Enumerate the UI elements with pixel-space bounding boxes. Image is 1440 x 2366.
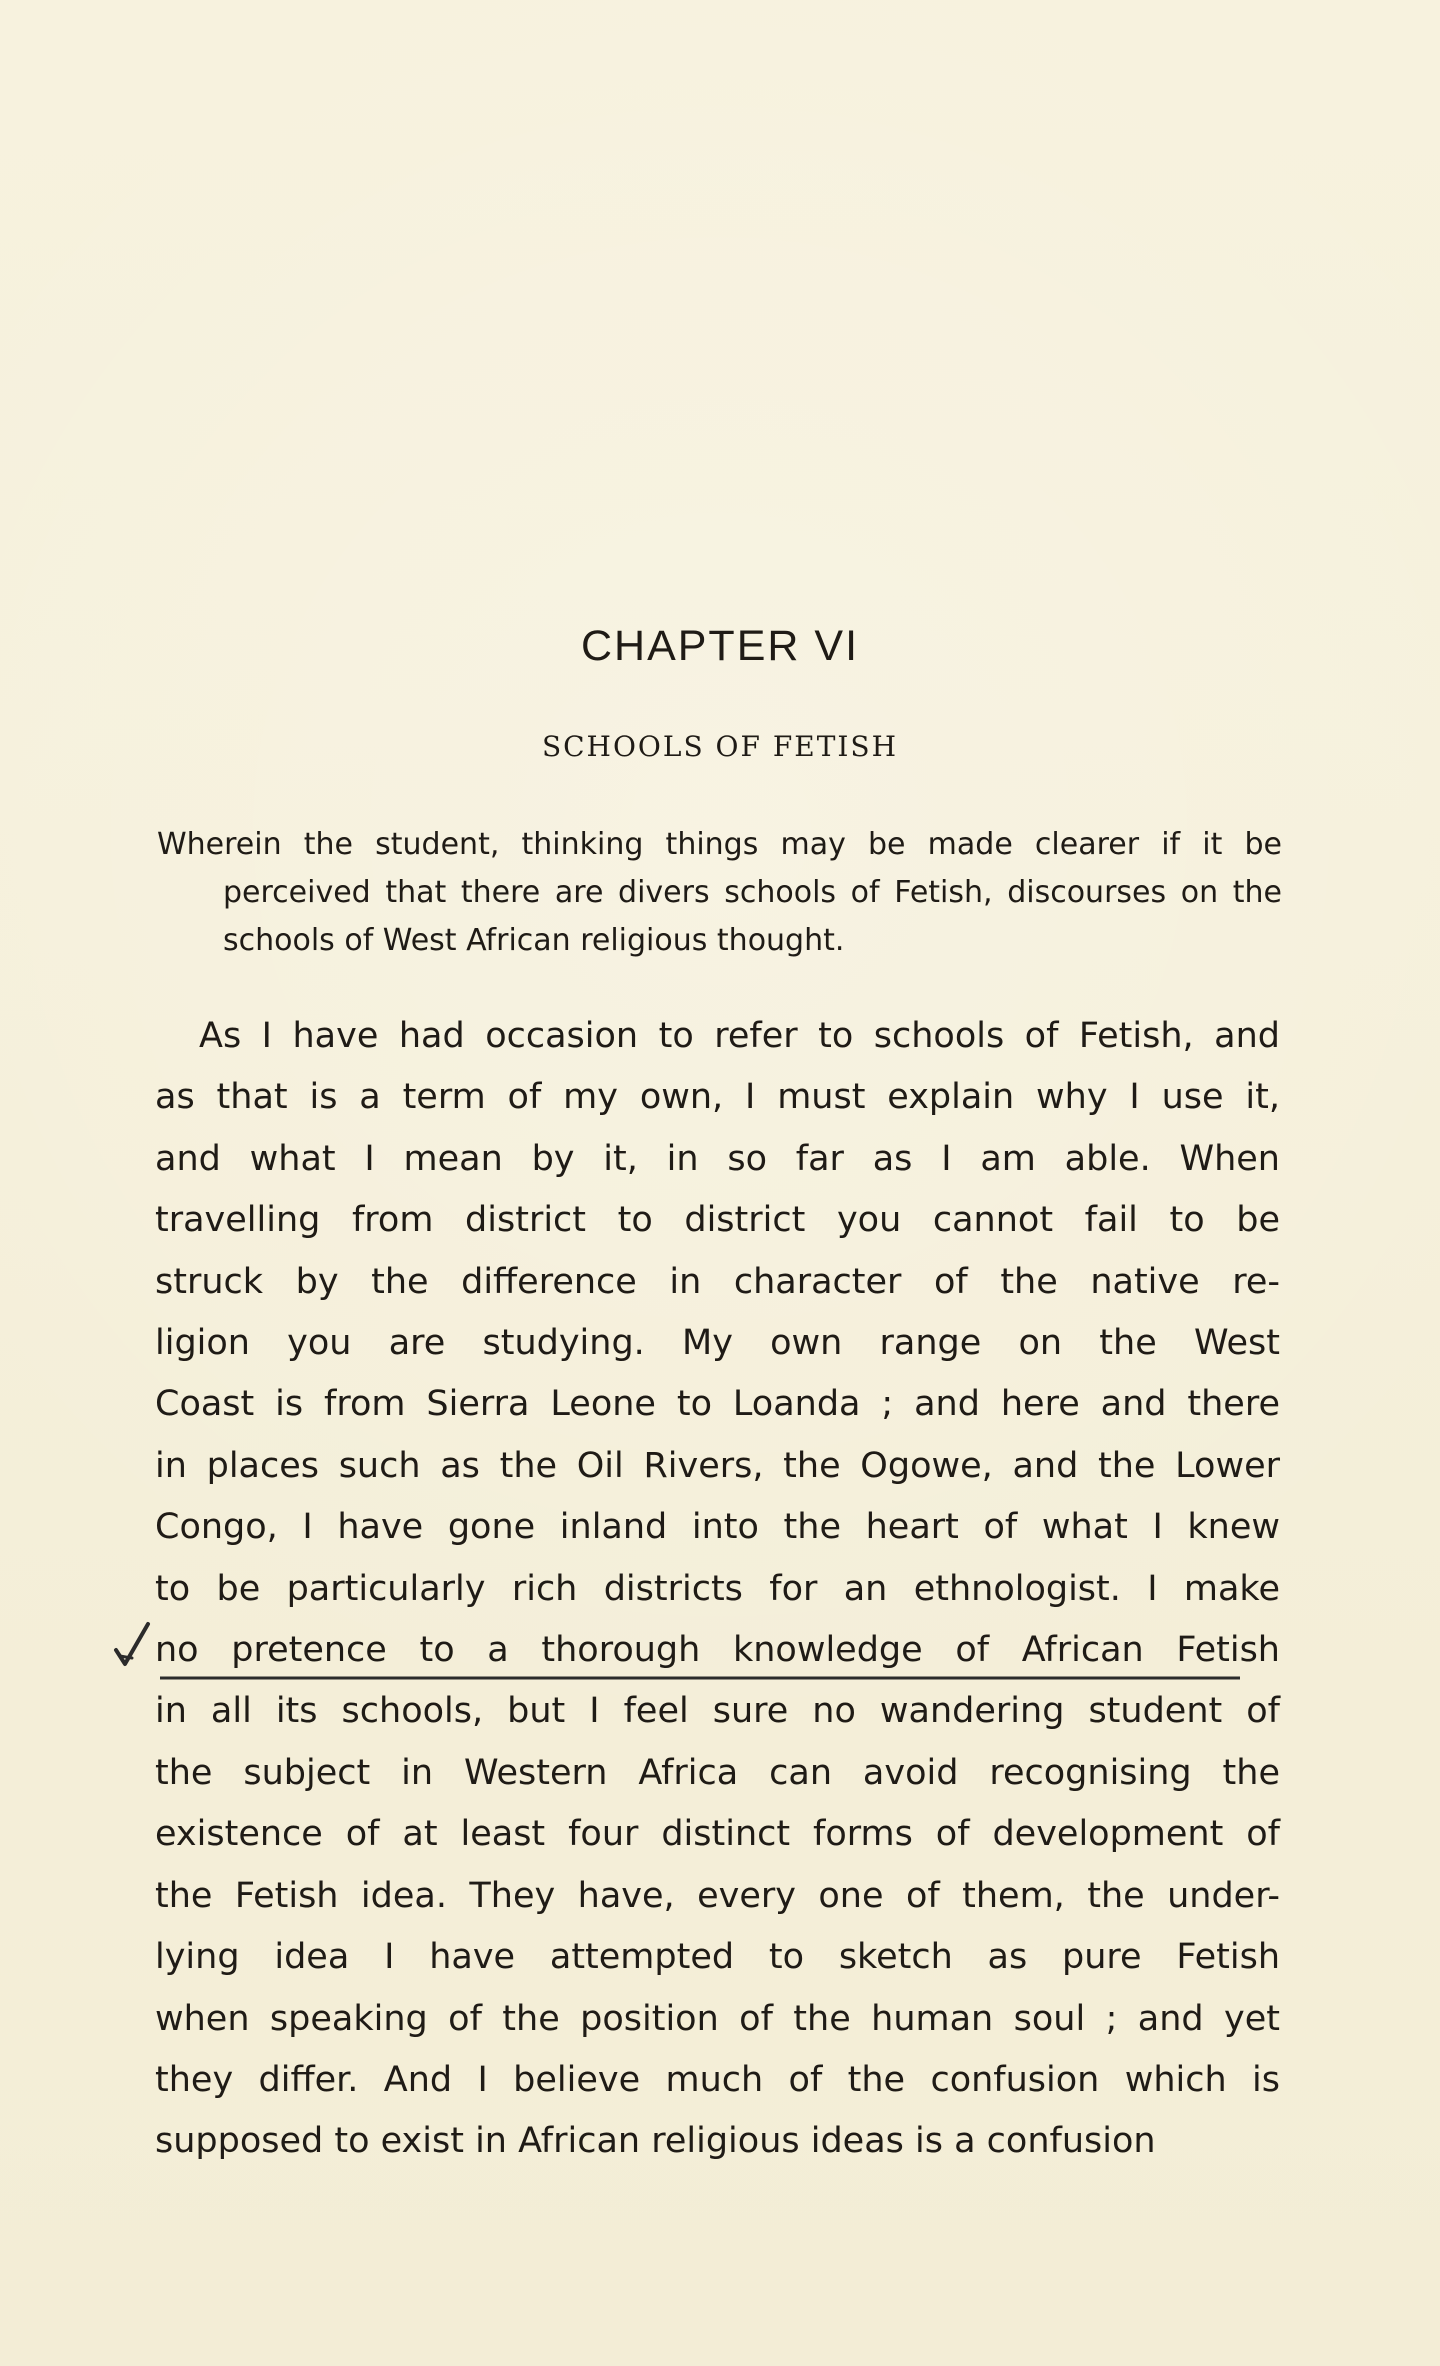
paragraph-line: the subject in Western Africa can avoid recognising the bbox=[155, 1752, 1280, 1793]
paragraph-line: lying idea I have attempted to sketch as pure Fetish bbox=[155, 1937, 1280, 1978]
paragraph-line: and what I mean by it, in so far as I am able. When bbox=[155, 1138, 1280, 1179]
summary-line: perceived that there are divers schools of Fetish, discourses on the bbox=[223, 875, 1282, 910]
paragraph-line: in all its schools, but I feel sure no wandering student of bbox=[155, 1691, 1280, 1732]
checkmark-icon bbox=[112, 1620, 156, 1672]
summary-line: schools of West African religious thought. bbox=[223, 923, 845, 958]
paragraph-line: the Fetish idea. They have, every one of them, the under- bbox=[155, 1875, 1280, 1916]
paragraph-line: in places such as the Oil Rivers, the Ogowe, and the Lower bbox=[155, 1445, 1280, 1486]
paragraph-line: no pretence to a thorough knowledge of African Fetish bbox=[155, 1630, 1280, 1671]
paragraph-line: to be particularly rich districts for an ethnologist. I make bbox=[155, 1568, 1280, 1609]
paragraph-line: ligion you are studying. My own range on the West bbox=[155, 1323, 1280, 1364]
body-paragraph bbox=[155, 1006, 1280, 2173]
paragraph-line: struck by the difference in character of the native re- bbox=[155, 1261, 1280, 1302]
paragraph-line: when speaking of the position of the human soul ; and yet bbox=[155, 1998, 1280, 2039]
paragraph-line: As I have had occasion to refer to schools of Fetish, and bbox=[199, 1016, 1280, 1056]
pencil-underline-icon bbox=[160, 1675, 1240, 1681]
chapter-title: CHAPTER VI bbox=[580, 622, 860, 670]
paragraph-line: as that is a term of my own, I must explain why I use it, bbox=[155, 1077, 1280, 1118]
summary-line: Wherein the student, thinking things may be made clearer if it be bbox=[157, 827, 1282, 862]
chapter-summary bbox=[157, 821, 1282, 965]
paragraph-line: Congo, I have gone inland into the heart of what I knew bbox=[155, 1507, 1280, 1548]
paragraph-line: travelling from district to district you cannot fail to be bbox=[155, 1200, 1280, 1241]
chapter-subtitle: SCHOOLS OF FETISH bbox=[541, 730, 899, 763]
paragraph-line: Coast is from Sierra Leone to Loanda ; and here and there bbox=[155, 1384, 1280, 1425]
paragraph-line: supposed to exist in African religious ideas is a confusion bbox=[155, 2121, 1156, 2162]
paragraph-line: they differ. And I believe much of the confusion which is bbox=[155, 2059, 1280, 2100]
paragraph-line: existence of at least four distinct forms of development of bbox=[155, 1814, 1280, 1855]
